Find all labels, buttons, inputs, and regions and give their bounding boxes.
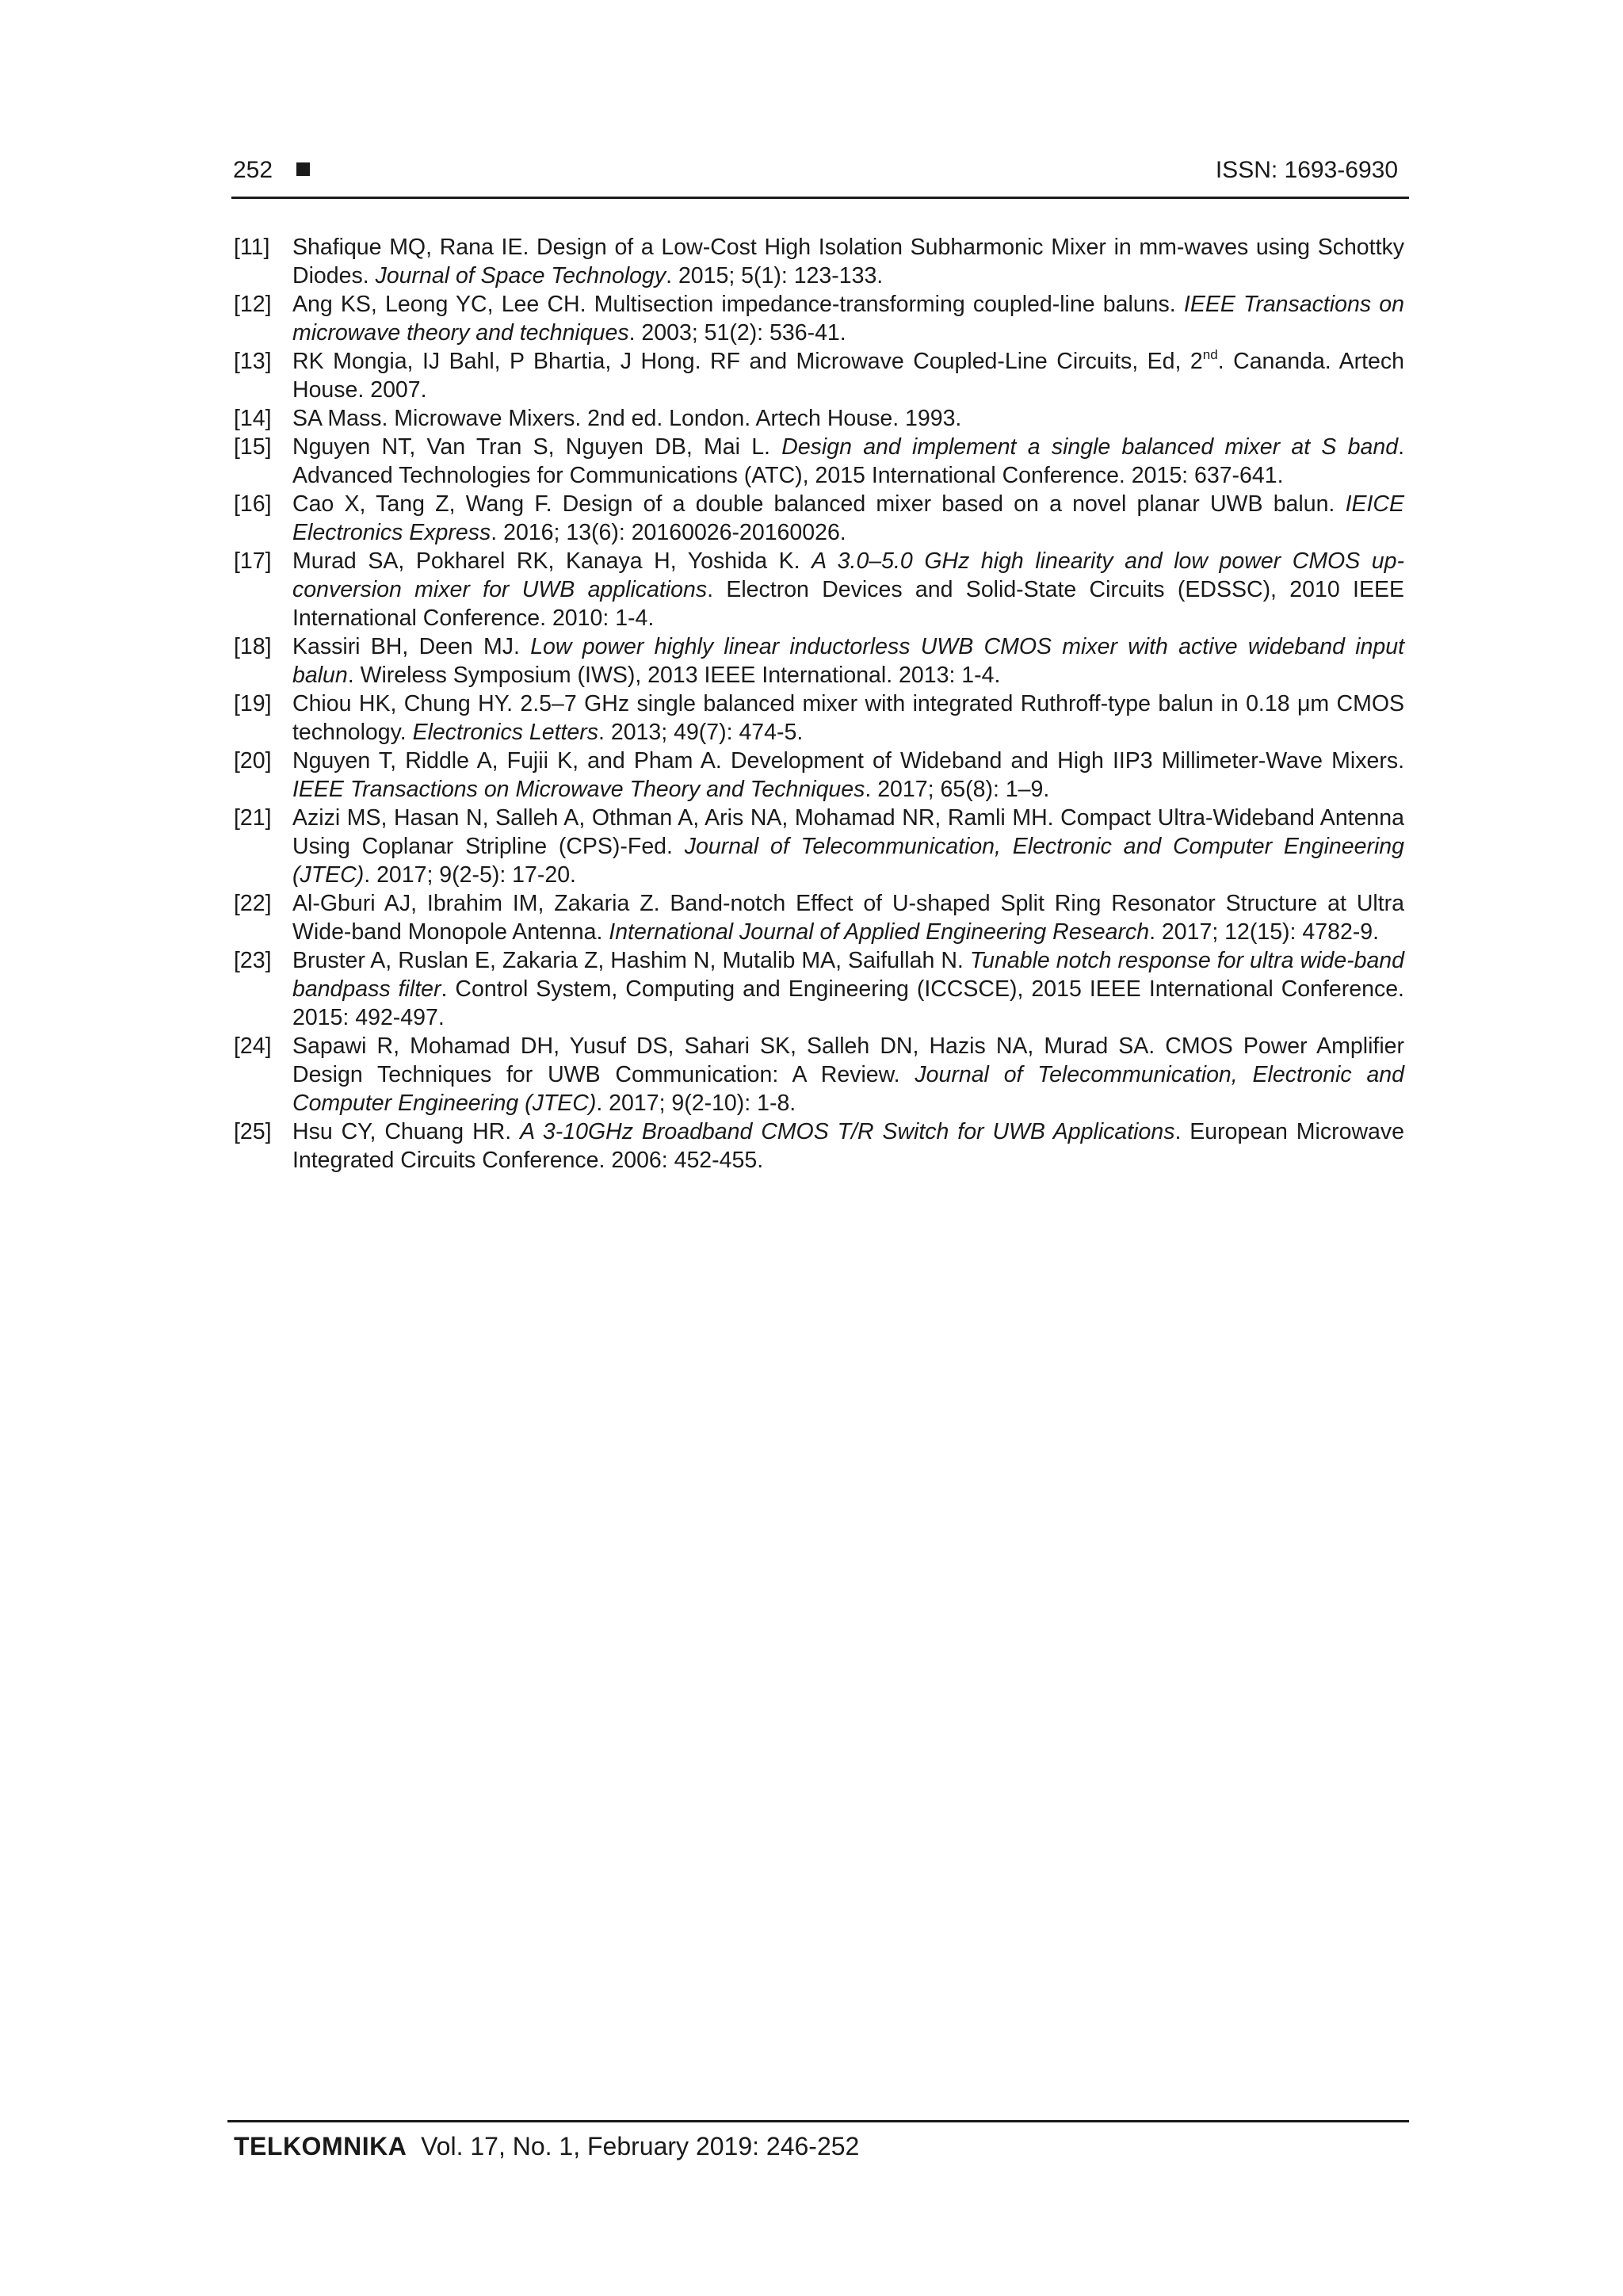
reference-text-segment: Shafique MQ, Rana IE. Design of a Low-Cost High Isolation Subharmonic Mixer in mm-waves using Schottky Diodes.	[292, 235, 1404, 288]
reference-list	[234, 233, 1404, 1175]
reference-text-segment: Chiou HK, Chung HY. 2.5–7 GHz single balanced mixer with integrated Ruthroff-type balun in 0.18 μm CMOS technology.	[292, 691, 1404, 745]
reference-title-italic: IEEE Transactions on Microwave Theory and Techniques	[292, 777, 865, 802]
reference-item	[234, 547, 1404, 632]
reference-text-segment: . Electron Devices and Solid-State Circuits (EDSSC), 2010 IEEE International Conference. 2010: 1-4.	[292, 577, 1404, 631]
reference-title-italic: IEICE Electronics Express	[292, 491, 1404, 545]
reference-title-italic: Low power highly linear inductorless UWB CMOS mixer with active wideband input balun	[292, 634, 1404, 688]
reference-text-segment: . 2015; 5(1): 123-133.	[666, 263, 884, 288]
reference-number: [16]	[234, 491, 272, 517]
reference-text-segment: Sapawi R, Mohamad DH, Yusuf DS, Sahari SK, Salleh DN, Hazis NA, Murad SA. CMOS Power Amplifier Design Techniques for UWB Communication: A Review.	[292, 1033, 1404, 1087]
reference-title-italic: IEEE Transactions on microwave theory and techniques	[292, 292, 1404, 346]
reference-text-segment: . 2017; 65(8): 1–9.	[865, 777, 1050, 802]
reference-number: [24]	[234, 1033, 272, 1059]
reference-text-segment: . 2017; 9(2-10): 1-8.	[596, 1091, 796, 1116]
reference-item	[234, 347, 1404, 404]
reference-text	[292, 433, 1404, 490]
reference-text	[292, 233, 1404, 290]
reference-text-segment: SA Mass. Microwave Mixers. 2nd ed. London. Artech House. 1993.	[292, 406, 962, 431]
reference-text	[292, 804, 1404, 889]
reference-text	[292, 547, 1404, 632]
reference-item	[234, 946, 1404, 1032]
reference-text-segment: Nguyen T, Riddle A, Fujii K, and Pham A. Development of Wideband and High IIP3 Millimeter-Wave Mixers.	[292, 748, 1404, 774]
reference-text	[292, 490, 1404, 547]
reference-text	[292, 889, 1404, 946]
reference-title-italic: Electronics Letters	[412, 720, 599, 745]
reference-text-segment: Ang KS, Leong YC, Lee CH. Multisection impedance-transforming coupled-line baluns.	[292, 292, 1184, 317]
reference-title-italic: Design and implement a single balanced mixer at S band	[781, 434, 1399, 460]
reference-text	[292, 290, 1404, 347]
reference-text	[292, 1032, 1404, 1117]
reference-item	[234, 290, 1404, 347]
reference-item	[234, 1032, 1404, 1117]
reference-text	[292, 632, 1404, 690]
reference-text-segment: Murad SA, Pokharel RK, Kanaya H, Yoshida K.	[292, 548, 812, 574]
reference-number: [13]	[234, 349, 272, 374]
reference-text-segment: . European Microwave Integrated Circuits Conference. 2006: 452-455.	[292, 1119, 1404, 1173]
reference-text	[292, 1117, 1404, 1175]
reference-title-italic: A 3-10GHz Broadband CMOS T/R Switch for UWB Applications	[520, 1119, 1175, 1144]
reference-title-italic: International Journal of Applied Engineering Research	[609, 919, 1150, 945]
reference-number: [14]	[234, 406, 272, 431]
reference-text-segment: Al-Gburi AJ, Ibrahim IM, Zakaria Z. Band-notch Effect of U-shaped Split Ring Resonator Structure at Ultra Wide-band Monopole Antenna.	[292, 891, 1404, 945]
reference-superscript: nd	[1202, 347, 1218, 362]
reference-number: [11]	[234, 235, 270, 260]
reference-title-italic: Journal of Telecommunication, Electronic and Computer Engineering (JTEC)	[292, 1062, 1404, 1116]
reference-number: [12]	[234, 292, 272, 317]
reference-number: [19]	[234, 691, 272, 716]
reference-item	[234, 233, 1404, 290]
reference-text-segment: . 2003; 51(2): 536-41.	[628, 320, 846, 346]
page-number: 252	[233, 157, 273, 183]
reference-text	[292, 404, 1404, 433]
reference-number: [22]	[234, 891, 272, 916]
reference-text-segment: Cao X, Tang Z, Wang F. Design of a double balanced mixer based on a novel planar UWB balun.	[292, 491, 1346, 517]
reference-text-segment: . 2017; 9(2-5): 17-20.	[364, 862, 576, 888]
reference-text-segment: Nguyen NT, Van Tran S, Nguyen DB, Mai L.	[292, 434, 782, 460]
reference-item	[234, 632, 1404, 690]
reference-item	[234, 804, 1404, 889]
reference-title-italic: Journal of Telecommunication, Electronic and Computer Engineering (JTEC)	[292, 834, 1404, 888]
issn-label: ISSN: 1693-6930	[1215, 157, 1398, 183]
reference-number: [20]	[234, 748, 272, 774]
reference-item	[234, 404, 1404, 433]
reference-number: [21]	[234, 805, 272, 831]
reference-text	[292, 347, 1404, 404]
reference-text-segment: . 2013; 49(7): 474-5.	[598, 720, 804, 745]
reference-text	[292, 946, 1404, 1032]
reference-text-segment: . 2016; 13(6): 20160026-20160026.	[491, 520, 846, 545]
reference-text-segment: . Wireless Symposium (IWS), 2013 IEEE International. 2013: 1-4.	[347, 663, 1001, 688]
reference-number: [15]	[234, 434, 272, 460]
reference-number: [17]	[234, 548, 272, 574]
page-header	[231, 155, 1409, 199]
reference-title-italic: A 3.0–5.0 GHz high linearity and low power CMOS up-conversion mixer for UWB applications	[292, 548, 1404, 602]
reference-text-segment: . Cananda. Artech House. 2007.	[292, 349, 1404, 403]
reference-text-segment: Kassiri BH, Deen MJ.	[292, 634, 531, 659]
reference-text-segment: Azizi MS, Hasan N, Salleh A, Othman A, Aris NA, Mohamad NR, Ramli MH. Compact Ultra-Wideband Antenna Using Coplanar Stripline (CPS)-Fed.	[292, 805, 1404, 859]
reference-number: [18]	[234, 634, 272, 659]
reference-text-segment: Bruster A, Ruslan E, Zakaria Z, Hashim N, Mutalib MA, Saifullah N.	[292, 948, 970, 973]
footer-volume-info: Vol. 17, No. 1, February 2019: 246-252	[421, 2132, 860, 2160]
reference-text-segment: . 2017; 12(15): 4782-9.	[1149, 919, 1380, 945]
footer-citation-line	[234, 2130, 1409, 2162]
reference-item	[234, 490, 1404, 547]
reference-title-italic: Journal of Space Technology	[375, 263, 666, 288]
reference-item	[234, 747, 1404, 804]
footer-journal-name: TELKOMNIKA	[234, 2132, 407, 2160]
reference-text-segment: . Control System, Computing and Engineering (ICCSCE), 2015 IEEE International Conference. 2015: 492-497.	[292, 976, 1404, 1030]
reference-item	[234, 889, 1404, 946]
page-footer	[227, 2120, 1409, 2162]
square-bullet-icon	[296, 162, 310, 176]
reference-item	[234, 1117, 1404, 1175]
reference-text-segment: . Advanced Technologies for Communications (ATC), 2015 International Conference. 2015: 637-641.	[292, 434, 1404, 488]
reference-text	[292, 747, 1404, 804]
reference-text-segment: Hsu CY, Chuang HR.	[292, 1119, 521, 1144]
reference-text	[292, 690, 1404, 747]
reference-number: [23]	[234, 948, 272, 973]
reference-number: [25]	[234, 1119, 272, 1144]
reference-item	[234, 433, 1404, 490]
reference-item	[234, 690, 1404, 747]
reference-text-segment: RK Mongia, IJ Bahl, P Bhartia, J Hong. RF and Microwave Coupled-Line Circuits, Ed, 2	[292, 349, 1203, 374]
reference-title-italic: Tunable notch response for ultra wide-band bandpass filter	[292, 948, 1404, 1002]
